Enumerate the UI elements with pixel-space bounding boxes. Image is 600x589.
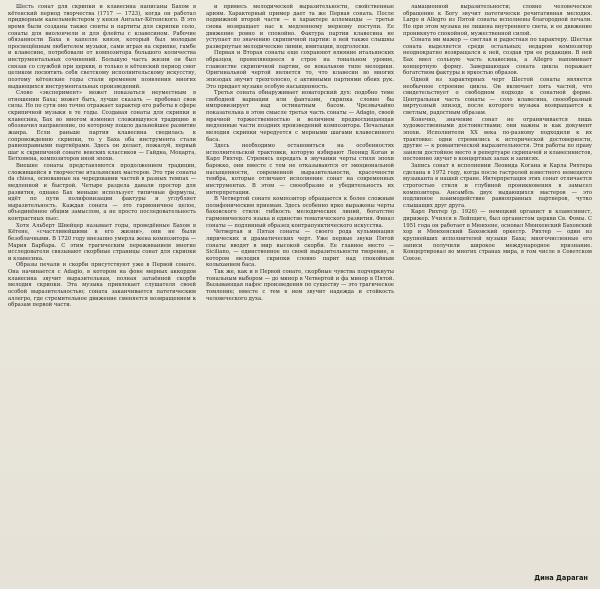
paragraph: ламационной выразительности; словно человеческое обращение к Богу звучит патетически речитативная мелодия. Largo и Allegro из Пятой сонаты исполнены благородной печали. Но при этом музыка не лишена внутреннего света, и ее движение проникнуто спокойной, мужественной силой. <box>403 4 592 37</box>
author-signature: Дина Дараган <box>534 574 588 582</box>
paragraph: Конечно, значение сонат не ограничивается лишь художественными достоинствами; они важны и как документ эпохи. Исполнители XX века по-разному подходили к их трактовке: одни стремились к исторической достоверности, другие — к романтической выразительности. Эти работы по праву заняли достойное место в репертуаре скрипачей и клавесинистов, постоянно звучат в концертных залах и записях. <box>403 116 592 163</box>
paragraph: Соната ми мажор — светлая и радостная по характеру. Шестая соната выделяется среди остальных; недаром композитор неоднократно возвращался к ней, создав три ее редакции. В ней Бах ввел сольную часть клавесина, а Allegro напоминает концертную форму. Завершающая соната цикла поражает богатством фактуры и яркостью образов. <box>403 37 592 77</box>
paragraph: Внешне сонаты представляются продолжением традиции, сложившейся в творчестве итальянских мастеров. Это три сонаты da chiesa, основанные на чередовании частей в разных темпах — медленной и быстрой. Четыре раздела давали простор для развития, однако Бах меньше использует типичные формулы, идёт по пути полифонизации фактуры и углубляет выразительность. Каждая соната — это гармоничное целое, объединённое общим замыслом, а не просто последовательность контрастных пьес. <box>8 163 196 222</box>
paragraph: Запись сонат в исполнении Леонида Когана и Карла Рихтера сделана в 1972 году, когда после гастролей известного немецкого музыканта в нашей стране. Интерпретация этих сонат отличается строгостью стиля и глубиной проникновения в замысел композитора. Ансамбль двух выдающихся мастеров — это подлинное взаимодействие равноправных партнеров, чутко слышащих друг друга. <box>403 163 592 209</box>
paragraph: Шесть сонат для скрипки и клавесина написаны Бахом в кётенский период творчества (1717 — 1723), когда он работал придворным капельмейстером у князя Ангальт-Кётенского. В это время были созданы также сюиты и партиты для скрипки соло, сонаты для виолончели и для флейты с клавесином. Рабочие обязанности Баха в капелле князя, который был молодым просвещённым любителем музыки, сами играя на скрипке, гамбе и клавесине, потребовали от композитора большого количества инструментальных сочинений. Большую часть жизни он был связан со службой при церкви, и только в кётенский период смог целиком посвятить себя светскому исполнительскому искусству, поэтому кётенские годы стали временем появления многих выдающихся инструментальных произведений. <box>8 4 196 90</box>
paragraph: и примесь мелодической выразительности, свойственные ариям. Характерный пример дает та же Первая соната. После подвижной второй части — в характере аллеманды — третья снова возвращает нас к медленному мерному поступи. Ее движение ровно и спокойно. Фактура партии клавесина не уступает по значению скрипичной партии: в ней также слышны развернутые мелодические линии, имитации, подголоски. <box>206 4 394 50</box>
paragraph: Здесь необходимо остановиться на особенностях исполнительской трактовки, которую избирают Леонид Коган и Карл Рихтер. Стремясь передать в звучании черты стиля эпохи барокко, они вместе с тем не отказываются от эмоциональной насыщенности, современной выразительности, красочности тембра, которые отличают исполнение сонат на современных инструментах. В этом — своеобразие и убедительность их интерпретации. <box>206 143 394 196</box>
paragraph: Карл Рихтер (р. 1926) — немецкий органист и клавесинист, дирижер. Учился в Лейпциге, был органистом церкви Св. Фомы. С 1951 года он работает в Мюнхене, основал Мюнхенский Баховский хор и Мюнхенский Баховский оркестр. Рихтер — один из крупнейших исполнителей музыки Баха; многочисленные его записи получили широкое международное признание. Концертировал во многих странах мира, в том числе в Советском Союзе. <box>403 209 592 262</box>
paragraph: Одной из характерных черт Шестой сонаты является необычное строение цикла. Он включает пять частей, что свидетельствует о свободном подходе к сонатной форме. Центральная часть сонаты — соло клавесина, своеобразный виртуозный эпизод, после которого музыка возвращается к светлым, радостным образам. <box>403 76 592 116</box>
paragraph: Так же, как и в Первой сонате, скорбные чувства подчеркнуты тональным выбором — до минор в Четвертой и фа минор в Пятой. Вызывающая пафос произведения по существу — это трагическое томление; вместе с тем в нем звучит надежда и стойкость человеческого духа. <box>206 269 394 302</box>
paragraph: Слово «эксперимент» может показаться неуместным в отношении Баха; может быть, лучше сказать — пробовал свои силы. Но по сути оно точно отражает характер его работы в сфере скрипичной музыки в те годы. Создавая сонаты для скрипки и клавесина, Бах во многом изменил сложившуюся традицию и обозначил направление, по которому пошло дальнейшее развитие жанра. Если раньше партия клавесина сводилась к сопровождению скрипки, то у Баха оба инструмента стали равноправными партнёрами. Здесь он делает, пожалуй, первый шаг к скрипичной сонате венских классиков — Гайдна, Моцарта, Бетховена, композиторов иной эпохи. <box>8 90 196 163</box>
paragraph: Образы печали и скорби присутствуют уже в Первой сонате. Она начинается с Adagio, в котором на фоне мерных аккордов клавесина звучит выразительная, полная затаённой скорби мелодия скрипки. Эта музыка привлекает слушателя своей особой выразительностью; соната заканчивается патетическим аллегро, где стремительное движение сменяется возвращением к образам первой части. <box>8 262 196 309</box>
paragraph: Первая и Вторая сонаты еще сохраняют влияние итальянских образцов, проявляющееся в строе на тональном уровне, главенстве скрипичной партии, ее вокальном типе мелодики. Оригинальной чертой является то, что клавесин во многих эпизодах звучит трехголосно, с активными партиями обеих рук. Это придает музыке особую насыщенность. <box>206 50 394 90</box>
paragraph: Хотя Альберт Швейцер называет годы, проведённые Бахом в Кётене, «счастливейшими в его жизни», они не были безоблачными. В 1720 году внезапно умерла жена композитора — Мария Барбара. С этим трагическим переживанием многие исследователи связывают скорбные страницы сонат для скрипки и клавесина. <box>8 222 196 262</box>
paragraph: Третья соната обнаруживает новаторский дух: подобно теме свободной вариации или фантазии, скрипка словно бы импровизирует над остинатным басом. Чрезвычайно показательна в этом смысле третья часть сонаты — Adagio, своей мрачной торжественностью и величием предвосхищающая медленные части поздних произведений композитора. Печальная мелодия скрипки чередуется с мерными шагами клавесинного баса. <box>206 90 394 143</box>
text-column-3 <box>403 4 592 566</box>
paragraph: В Четвертой сонате композитор обращается к более сложным полифоническим приемам. Здесь особенно ярко выражены черты баховского стиля: гибкость мелодических линий, богатство гармонического языка и единство тематического развития. Финал сонаты — подлинный образец контрапунктического искусства. <box>206 196 394 229</box>
text-column-1 <box>8 4 196 578</box>
paragraph: Четвертая и Пятая сонаты — своего рода кульминация лирических и драматических черт. Уже первые звуки Пятой сонаты вводят в мир высокой скорби. Ее главное место — Siciliano, — единственное по своей выразительности творение, в котором мелодия скрипки словно парит над спокойным колыханием баса. <box>206 229 394 269</box>
text-column-2 <box>206 4 394 578</box>
